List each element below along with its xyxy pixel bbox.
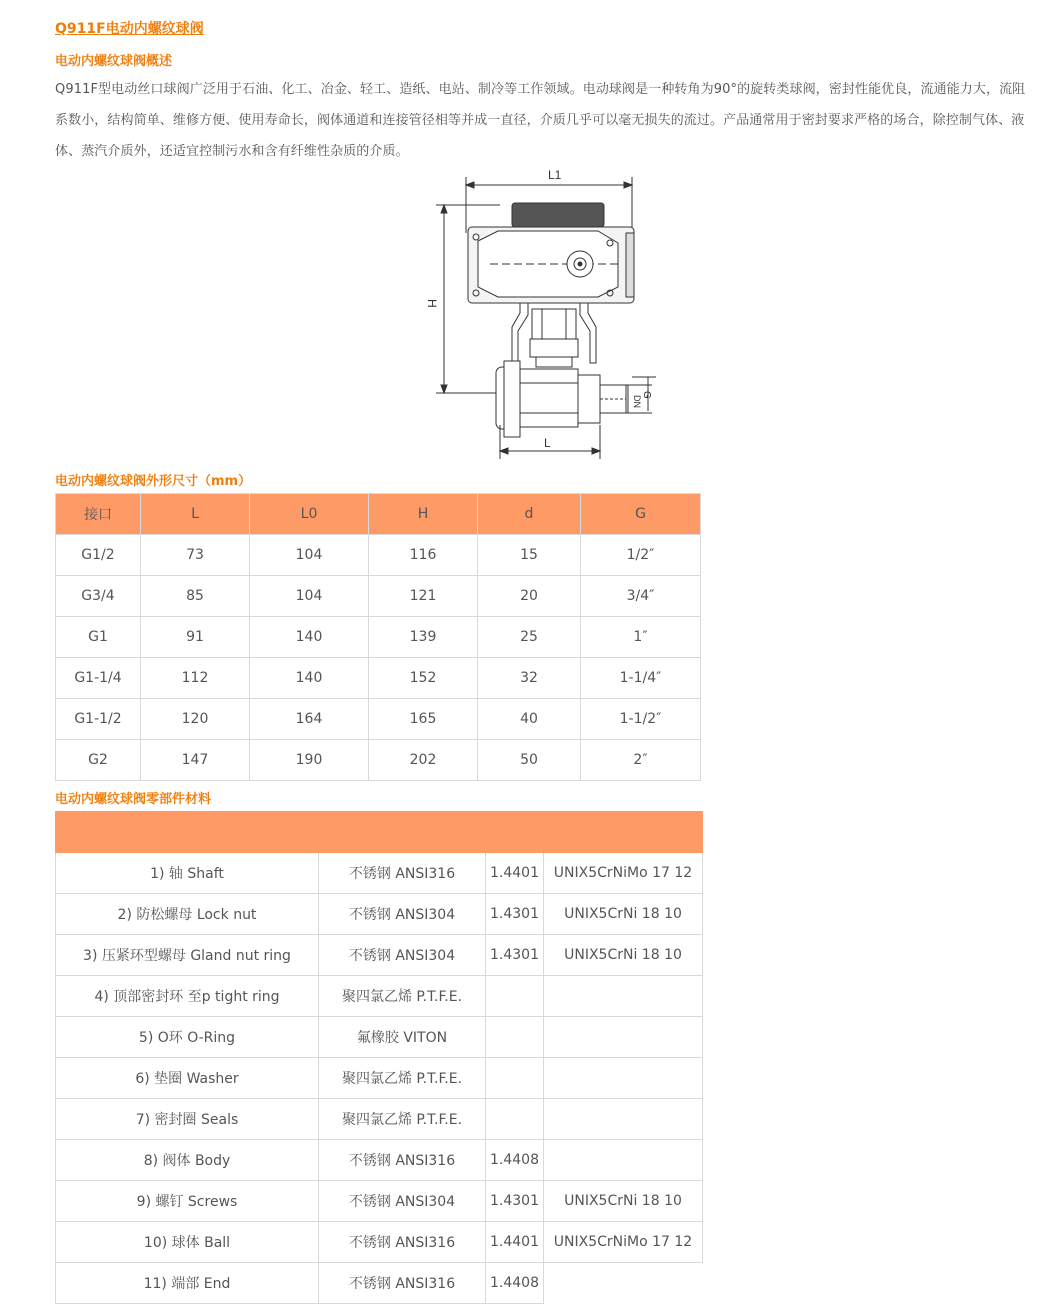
cell: 121 (369, 576, 478, 617)
table-row (56, 699, 701, 740)
dn-label: DN (632, 395, 642, 408)
table-row (56, 1181, 703, 1222)
table-row (56, 658, 701, 699)
col-header: 接口 (56, 494, 141, 535)
col-header: H (369, 494, 478, 535)
cell: 104 (250, 576, 369, 617)
cell: 聚四氯乙烯 P.T.F.E. (319, 1099, 486, 1140)
cell: 147 (141, 740, 250, 781)
cell: 1.4301 (486, 935, 544, 976)
cell: 1″ (581, 617, 701, 658)
cell: 190 (250, 740, 369, 781)
materials-table (55, 811, 703, 1304)
table-row (56, 1263, 703, 1304)
cell (486, 1017, 544, 1058)
cell: 8) 阀体 Body (56, 1140, 319, 1181)
cell: UNIX5CrNi 18 10 (544, 1181, 703, 1222)
cell: 73 (141, 535, 250, 576)
cell: 1.4408 (486, 1140, 544, 1181)
table-row (56, 576, 701, 617)
table-row (56, 853, 703, 894)
h-label: H (425, 299, 439, 308)
col-header: L (141, 494, 250, 535)
cell (544, 1140, 703, 1181)
table-header-row (56, 494, 701, 535)
cell: UNIX5CrNiMo 17 12 (544, 853, 703, 894)
cell: 50 (478, 740, 581, 781)
table-row (56, 617, 701, 658)
cell: 不锈钢 ANSI316 (319, 1263, 486, 1304)
col-header: L0 (250, 494, 369, 535)
cell: 9) 螺钉 Screws (56, 1181, 319, 1222)
page-title[interactable]: Q911F电动内螺纹球阀 (55, 21, 204, 37)
table-row (56, 1017, 703, 1058)
cell: 120 (141, 699, 250, 740)
cell: 氟橡胶 VITON (319, 1017, 486, 1058)
cell: 1) 轴 Shaft (56, 853, 319, 894)
cell (544, 1263, 703, 1304)
cell: 116 (369, 535, 478, 576)
cell: 不锈钢 ANSI316 (319, 1140, 486, 1181)
l-label: L (544, 436, 551, 450)
cell: 不锈钢 ANSI304 (319, 894, 486, 935)
cell: G1/2 (56, 535, 141, 576)
cell: 1-1/4″ (581, 658, 701, 699)
cell: 1.4401 (486, 1222, 544, 1263)
cell: 104 (250, 535, 369, 576)
cell: 11) 端部 End (56, 1263, 319, 1304)
dimensions-heading: 电动内螺纹球阀外形尺寸（mm） (55, 474, 252, 489)
cell: 1.4301 (486, 894, 544, 935)
cell: 112 (141, 658, 250, 699)
cell: G2 (56, 740, 141, 781)
table-row (56, 935, 703, 976)
cell: 25 (478, 617, 581, 658)
table-row (56, 1099, 703, 1140)
header-band (56, 812, 703, 853)
table-row (56, 1058, 703, 1099)
cell: 20 (478, 576, 581, 617)
cell: 85 (141, 576, 250, 617)
cell (486, 1099, 544, 1140)
cell (544, 1099, 703, 1140)
materials-heading: 电动内螺纹球阀零部件材料 (55, 792, 212, 807)
cell: 不锈钢 ANSI304 (319, 1181, 486, 1222)
cell: 3) 压紧环型螺母 Gland nut ring (56, 935, 319, 976)
g-label: G (641, 391, 652, 399)
cell: 164 (250, 699, 369, 740)
cell: 140 (250, 617, 369, 658)
cell: 32 (478, 658, 581, 699)
cell: G1-1/2 (56, 699, 141, 740)
cell (486, 1058, 544, 1099)
valve-diagram (420, 163, 660, 463)
cell: 140 (250, 658, 369, 699)
cell: 1.4401 (486, 853, 544, 894)
table-row (56, 740, 701, 781)
col-header: G (581, 494, 701, 535)
cell: 1.4301 (486, 1181, 544, 1222)
cell: UNIX5CrNiMo 17 12 (544, 1222, 703, 1263)
cell: 聚四氯乙烯 P.T.F.E. (319, 976, 486, 1017)
cell: UNIX5CrNi 18 10 (544, 894, 703, 935)
cell: 聚四氯乙烯 P.T.F.E. (319, 1058, 486, 1099)
cell (544, 976, 703, 1017)
table-row (56, 894, 703, 935)
cell: 202 (369, 740, 478, 781)
cell: 139 (369, 617, 478, 658)
cell: 1-1/2″ (581, 699, 701, 740)
cell: G1-1/4 (56, 658, 141, 699)
cell: 165 (369, 699, 478, 740)
cell: 不锈钢 ANSI304 (319, 935, 486, 976)
col-header: d (478, 494, 581, 535)
table-row (56, 1140, 703, 1181)
cell: 6) 垫圈 Washer (56, 1058, 319, 1099)
cell: 2″ (581, 740, 701, 781)
cell: 152 (369, 658, 478, 699)
l1-label: L1 (548, 168, 562, 182)
cell (486, 976, 544, 1017)
table-row (56, 1222, 703, 1263)
cell: 40 (478, 699, 581, 740)
cell: 2) 防松螺母 Lock nut (56, 894, 319, 935)
cell: G1 (56, 617, 141, 658)
cell: 3/4″ (581, 576, 701, 617)
cell: 5) O环 O-Ring (56, 1017, 319, 1058)
cell: UNIX5CrNi 18 10 (544, 935, 703, 976)
cell: 不锈钢 ANSI316 (319, 853, 486, 894)
cell: 10) 球体 Ball (56, 1222, 319, 1263)
dimensions-table (55, 493, 701, 781)
cell (544, 1017, 703, 1058)
cell (544, 1058, 703, 1099)
table-header-row (56, 812, 703, 853)
cell: 91 (141, 617, 250, 658)
cell: 7) 密封圈 Seals (56, 1099, 319, 1140)
overview-heading: 电动内螺纹球阀概述 (55, 54, 173, 69)
cell: 不锈钢 ANSI316 (319, 1222, 486, 1263)
cell: 1.4408 (486, 1263, 544, 1304)
cell: 1/2″ (581, 535, 701, 576)
overview-paragraph: Q911F型电动丝口球阀广泛用于石油、化工、冶金、轻工、造纸、电站、制冷等工作领域。电动球阀是一种转角为90°的旋转类球阀，密封性能优良，流通能力大，流阻系数小，结构简单、维修方便、使用寿命长，阀体通道和连接管径相等并成一直径，介质几乎可以毫无损失的流过。产品通常用于密封要求严格的场合，除控制气体、液体、蒸汽介质外，还适宜控制污水和含有纤维性杂质的介质。 (55, 82, 1026, 159)
table-row (56, 535, 701, 576)
cell: 15 (478, 535, 581, 576)
table-row (56, 976, 703, 1017)
cell: 4) 顶部密封环 至p tight ring (56, 976, 319, 1017)
cell: G3/4 (56, 576, 141, 617)
